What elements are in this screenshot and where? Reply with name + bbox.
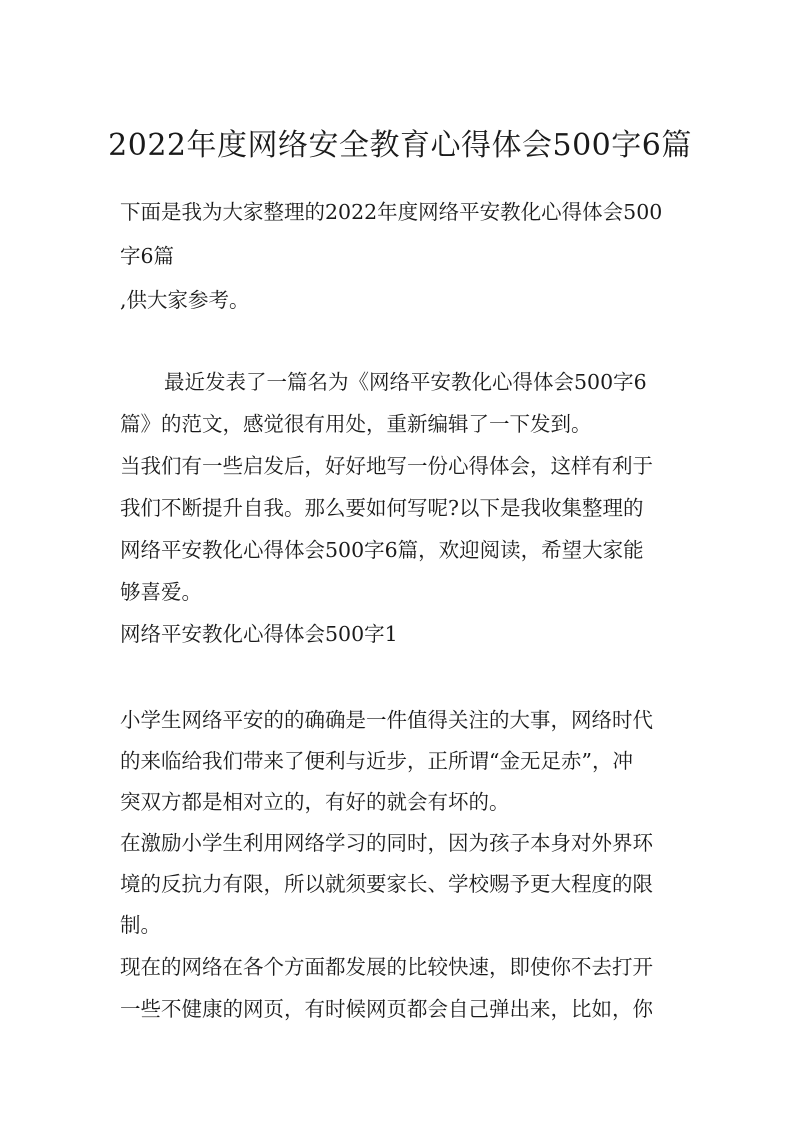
- text-line: ,供大家参考。: [120, 288, 250, 312]
- text-line: 当我们有一些启发后，好好地写一份心得体会，这样有利于: [120, 454, 653, 478]
- text-line: 小学生网络平安的的确确是一件值得关注的大事，网络时代: [120, 708, 653, 732]
- document-title: 2022年度网络安全教育心得体会500字6篇: [108, 128, 692, 163]
- text-line: 突双方都是相对立的，有好的就会有坏的。: [120, 790, 510, 814]
- text-line: 现在的网络在各个方面都发展的比较快速，即使你不去打开: [120, 955, 653, 979]
- text-line: 下面是我为大家整理的2022年度网络平安教化心得体会500: [120, 200, 663, 224]
- text-line: 在激励小学生利用网络学习的同时，因为孩子本身对外界环: [120, 831, 653, 855]
- text-line: 我们不断提升自我。那么要如何写呢?以下是我收集整理的: [120, 496, 644, 520]
- text-line: 最近发表了一篇名为《网络平安教化心得体会500字6: [164, 370, 647, 394]
- section-heading: 网络平安教化心得体会500字1: [120, 622, 398, 646]
- text-line: 网络平安教化心得体会500字6篇，欢迎阅读，希望大家能: [120, 538, 644, 562]
- text-line: 篇》的范文，感觉很有用处，重新编辑了一下发到。: [120, 412, 592, 436]
- text-line: 的来临给我们带来了便利与近步，正所谓“金无足赤”，冲: [120, 749, 633, 773]
- text-line: 制。: [120, 913, 161, 937]
- text-line: 字6篇: [120, 244, 175, 268]
- text-line: 一些不健康的网页，有时候网页都会自己弹出来，比如，你: [120, 997, 653, 1021]
- text-line: 够喜爱。: [120, 580, 202, 604]
- text-line: 境的反抗力有限，所以就须要家长、学校赐予更大程度的限: [120, 872, 653, 896]
